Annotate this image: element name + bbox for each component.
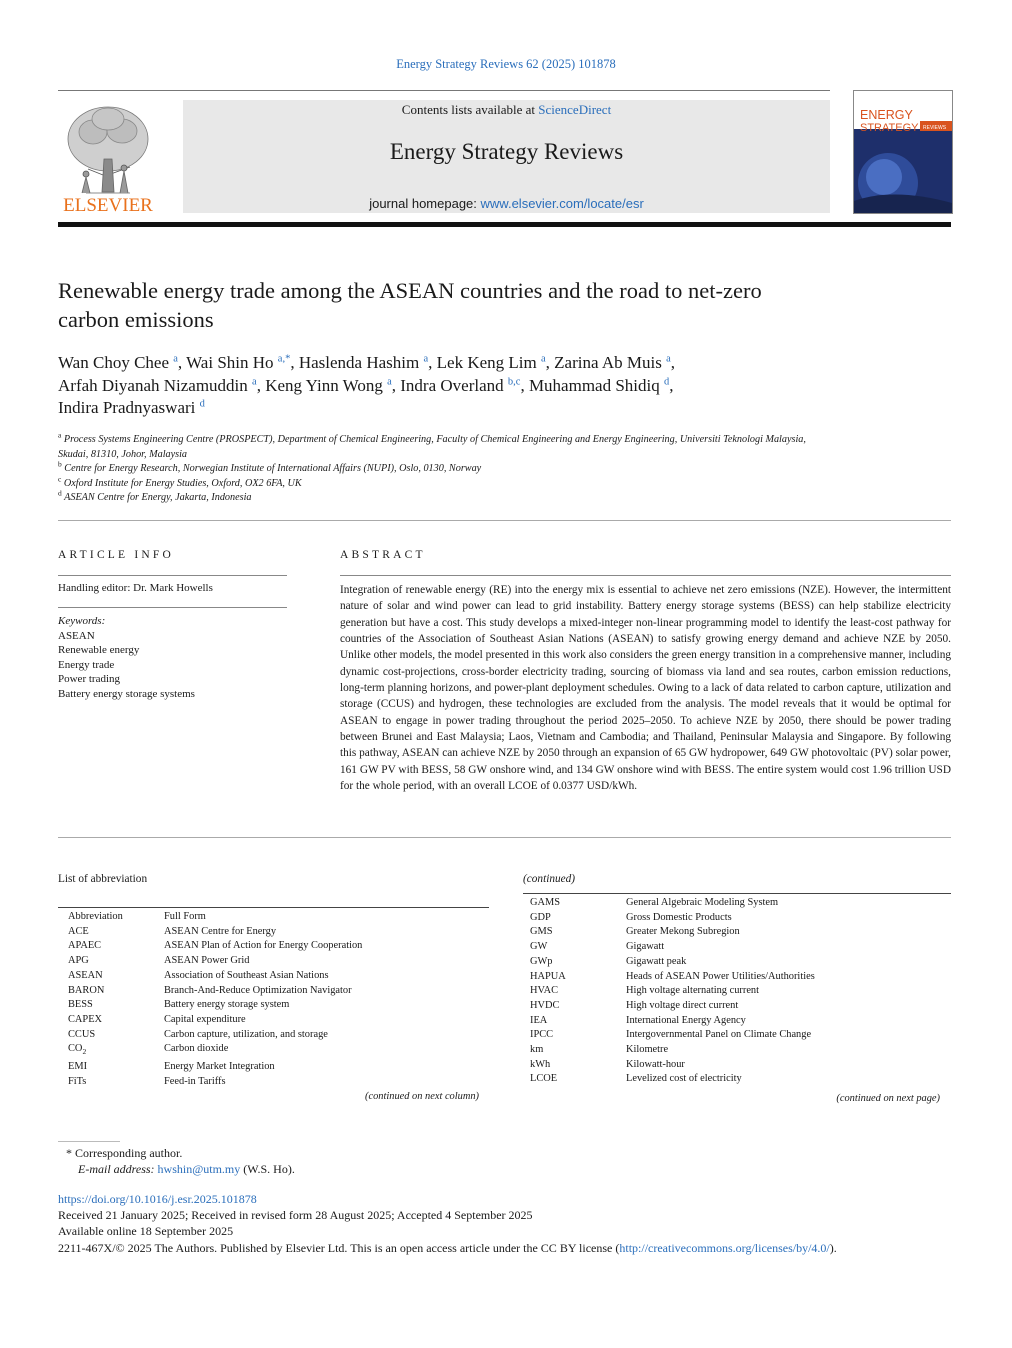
author-affiliation-mark[interactable]: d — [199, 398, 205, 410]
publisher-logo-text: ELSEVIER — [63, 195, 153, 215]
table-row — [68, 969, 362, 984]
keyword-item: Power trading — [58, 673, 121, 686]
abbreviation-cell: GMS — [530, 926, 553, 938]
available-online-date: Available online 18 September 2025 — [58, 1224, 234, 1238]
doi-link[interactable]: https://doi.org/10.1016/j.esr.2025.101878 — [58, 1192, 257, 1206]
handling-editor: Handling editor: Dr. Mark Howells — [58, 582, 213, 594]
table-row — [68, 984, 362, 999]
column-header-full-form: Full Form — [164, 911, 206, 922]
author-separator: , — [428, 353, 437, 372]
abstract-text: Integration of renewable energy (RE) into the energy mix is essential to achieve net zero emissions (NZE). However, the intermittent nature of solar and wind power can lead to grid instability. Battery energy storage systems (BESS) can help stabilize electricity generation but have a cost. This study develops a mixed-integer non-linear programming model to identify the least-cost pathway for countries of the Association of Southeast Asian Nations (ASEAN) to satisfy growing energy demand and achieve NZE by 2050. Unlike other models, the model presented in this work also considers the green energy transition in a comprehensive manner, including dynamic cost-projections, cross-border electricity trading, sourcing of biomass via land and sea routes, carbon emission reductions, long-term planning horizons, and power-plant deployment schedules. Owing to a lack of data related to carbon capture, utilization and storage (CCUS) and hydrogen, these technologies are excluded from the analysis. The model reveals that it would be optimal for ASEAN to engage in power trading throughout the period 2025–2050. To achieve NZE by 2050, there should be power trading between Brunei and East Malaysia; Laos, Vietnam and Cambodia; and Thailand, Peninsular Malaysia and Singapore. By following this pathway, ASEAN can achieve NZE by 2050 through an expansion of 65 GW hydropower, 649 GW photovoltaic (PV) solar power, 161 GW PV with BESS, 58 GW onshore wind, and 134 GW onshore wind with BESS. The entire system would cost 1.96 trillion USD for the whole period, with an overall LCOE of 0.0377 USD/kWh. — [340, 584, 951, 793]
author-name[interactable]: Keng Yinn Wong — [265, 375, 383, 395]
elsevier-logo — [58, 97, 158, 215]
table-row — [68, 1013, 362, 1028]
full-form-cell: Greater Mekong Subregion — [626, 926, 740, 938]
header-divider — [58, 90, 830, 91]
abbreviation-table-caption: List of abbreviation — [58, 873, 148, 885]
author-affiliation-mark[interactable]: a — [666, 353, 671, 365]
email-link[interactable]: hwshin@utm.my — [157, 1162, 241, 1176]
license-prefix: 2211-467X/© 2025 The Authors. Published by Elsevier Ltd. This is an open access article under the CC BY license ( — [58, 1241, 620, 1255]
contents-line — [183, 102, 830, 118]
abbreviation-table-right — [530, 896, 815, 1087]
affiliation-item — [58, 488, 938, 506]
author-name[interactable]: Wan Choy Chee — [58, 353, 169, 372]
table-row — [68, 954, 362, 969]
abbreviation-cell: GAMS — [530, 897, 561, 908]
abstract-divider — [58, 837, 951, 838]
elsevier-tree-icon — [58, 97, 158, 215]
affiliation-mark: c — [58, 474, 62, 484]
affiliation-mark: a — [58, 430, 62, 440]
full-form-cell: Feed-in Tariffs — [164, 1075, 226, 1087]
abbreviation-cell: APG — [68, 955, 89, 967]
abbreviation-cell: km — [530, 1044, 544, 1056]
abbreviation-table-left — [68, 910, 362, 1090]
table-row — [530, 925, 815, 940]
abbreviation-cell: LCOE — [530, 1073, 558, 1085]
affiliation-item — [58, 459, 938, 477]
author-separator: , — [391, 375, 401, 395]
full-form-cell: Intergovernmental Panel on Climate Change — [626, 1029, 812, 1041]
abbreviation-cell: GDP — [530, 911, 551, 923]
table-row — [68, 1028, 362, 1043]
homepage-link[interactable]: www.elsevier.com/locate/esr — [480, 196, 644, 211]
table-row — [530, 955, 815, 970]
abbreviation-cell: FiTs — [68, 1075, 87, 1087]
full-form-cell: Heads of ASEAN Power Utilities/Authorities — [626, 970, 815, 982]
full-form-cell: General Algebraic Modeling System — [626, 897, 779, 908]
table-row — [530, 970, 815, 985]
abbreviation-cell: IEA — [530, 1014, 548, 1026]
keyword-item: ASEAN — [58, 629, 95, 642]
abbreviation-cell: HVDC — [530, 999, 560, 1011]
journal-name: Energy Strategy Reviews — [389, 139, 624, 164]
email-suffix: (W.S. Ho). — [240, 1162, 295, 1176]
column-header-abbreviation: Abbreviation — [68, 911, 123, 922]
full-form-cell: ASEAN Centre for Energy — [164, 925, 277, 937]
abstract-rule — [340, 575, 951, 576]
header-heavy-rule — [58, 222, 951, 227]
author-name[interactable]: Zarina Ab Muis — [554, 353, 662, 372]
affiliation-text: ASEAN Centre for Energy, Jakarta, Indonesia — [64, 492, 252, 503]
full-form-cell: High voltage direct current — [626, 999, 739, 1011]
homepage-line — [183, 196, 830, 211]
affiliation-item — [58, 474, 938, 492]
table-row — [68, 1075, 362, 1090]
abbreviation-cell: GWp — [530, 955, 553, 967]
full-form-cell: Battery energy storage system — [164, 999, 290, 1011]
full-form-cell: ASEAN Plan of Action for Energy Cooperation — [164, 940, 363, 952]
author-name[interactable]: Indra Overland — [400, 375, 504, 395]
author-name[interactable]: Arfah Diyanah Nizamuddin — [58, 375, 248, 395]
received-dates: Received 21 January 2025; Received in revised form 28 August 2025; Accepted 4 September 2025 — [58, 1208, 533, 1222]
full-form-cell: High voltage alternating current — [626, 985, 760, 997]
table-row — [530, 911, 815, 926]
author-separator: , — [669, 375, 674, 395]
affiliation-text: Centre for Energy Research, Norwegian Institute of International Affairs (NUPI), Oslo, 0130, Norway — [64, 463, 482, 474]
author-affiliation-mark[interactable]: a — [173, 353, 178, 365]
author-affiliation-mark[interactable]: a — [252, 375, 257, 387]
table-row — [68, 925, 362, 940]
table-row — [530, 1043, 815, 1058]
corresponding-author-note: * Corresponding author. — [66, 1146, 183, 1160]
table-row — [68, 1042, 362, 1060]
cover-title-line1: ENERGY — [860, 108, 913, 122]
abbreviation-cell: HAPUA — [530, 970, 566, 982]
table-row — [68, 939, 362, 954]
full-form-cell: Carbon capture, utilization, and storage — [164, 1028, 328, 1040]
author-separator: , — [545, 353, 555, 372]
table-row — [530, 896, 815, 911]
affiliation-text: Process Systems Engineering Centre (PROSPECT), Department of Chemical Engineering, Faculty of Chemical Engineering and Energy Engineering, Universiti Teknologi Malaysia, Skudai, 81310, Johor, Malaysia — [58, 434, 806, 460]
table-row — [530, 1014, 815, 1029]
license-suffix: ). — [829, 1241, 837, 1255]
full-form-cell: Gross Domestic Products — [626, 911, 732, 923]
table-row — [530, 999, 815, 1014]
author-name[interactable]: Lek Keng Lim — [436, 353, 537, 372]
journal-reference-link[interactable]: Energy Strategy Reviews 62 (2025) 101878 — [396, 57, 616, 71]
abstract-heading: ABSTRACT — [340, 549, 426, 561]
abbreviation-cell: IPCC — [530, 1029, 554, 1041]
affiliation-divider — [58, 520, 951, 521]
table-header-row — [68, 910, 362, 925]
table-row — [530, 1072, 815, 1087]
cover-image — [854, 91, 952, 213]
full-form-cell: Association of Southeast Asian Nations — [164, 969, 329, 981]
table-row — [68, 998, 362, 1013]
abbreviation-cell: CCUS — [68, 1028, 96, 1040]
keyword-item: Energy trade — [58, 658, 115, 671]
article-info-rule — [58, 575, 287, 576]
full-form-cell: Kilometre — [626, 1044, 669, 1056]
abbreviation-cell: APAEC — [68, 940, 102, 952]
affiliation-item — [58, 430, 828, 462]
homepage-prefix: journal homepage: — [369, 196, 481, 211]
license-note — [58, 1241, 837, 1256]
continued-table-rule — [523, 893, 951, 894]
abbreviation-cell: EMI — [68, 1061, 88, 1073]
article-title: Renewable energy trade among the ASEAN countries and the road to net-zero carbon emissions — [58, 278, 762, 332]
footnote-rule — [58, 1141, 120, 1142]
author-name[interactable]: Indira Pradnyaswari — [58, 398, 196, 417]
abbreviation-cell: $CO_2$ — [68, 1043, 87, 1057]
keyword-item: Battery energy storage systems — [58, 687, 195, 700]
full-form-cell: Levelized cost of electricity — [626, 1073, 742, 1085]
abbreviation-cell: ACE — [68, 925, 89, 937]
email-note — [78, 1162, 295, 1177]
affiliation-mark: b — [58, 459, 62, 469]
full-form-cell: Energy Market Integration — [164, 1061, 275, 1073]
full-form-cell: Branch-And-Reduce Optimization Navigator — [164, 984, 352, 996]
full-form-cell: ASEAN Power Grid — [164, 955, 250, 967]
full-form-cell: Carbon dioxide — [164, 1043, 229, 1055]
author-separator: , — [670, 353, 675, 372]
article-info-heading: ARTICLE INFO — [58, 549, 174, 561]
table-row — [530, 1028, 815, 1043]
full-form-cell: Capital expenditure — [164, 1013, 246, 1025]
sciencedirect-link[interactable]: ScienceDirect — [538, 102, 612, 117]
author-affiliation-mark[interactable]: d — [664, 375, 670, 387]
author-affiliation-mark[interactable]: a — [423, 353, 429, 365]
author-name[interactable]: Wai Shin Ho — [186, 353, 274, 372]
affiliation-list — [58, 430, 938, 506]
full-form-cell: Kilowatt-hour — [626, 1058, 685, 1070]
author-name[interactable]: Haslenda Hashim — [298, 353, 420, 372]
author-affiliation-mark[interactable]: a,* — [277, 353, 291, 365]
keywords-block — [58, 614, 195, 702]
continued-table-caption: (continued) — [523, 873, 576, 885]
continued-note-right: (continued on next page) — [836, 1093, 940, 1104]
cover-title-line2: STRATEGY — [860, 122, 919, 134]
article-info-rule-2 — [58, 607, 287, 608]
full-form-cell: International Energy Agency — [626, 1014, 746, 1026]
table-row — [530, 1058, 815, 1073]
keyword-item: Renewable energy — [58, 644, 140, 657]
author-affiliation-mark[interactable]: b,c — [507, 375, 521, 387]
author-separator: , — [177, 353, 187, 372]
table-row — [530, 940, 815, 955]
contents-prefix: Contents lists available at — [401, 102, 539, 117]
abbreviation-cell: BESS — [68, 999, 93, 1011]
affiliation-mark: d — [58, 488, 62, 498]
abbreviation-cell: kWh — [530, 1058, 551, 1070]
author-affiliation-mark[interactable]: a — [541, 353, 546, 365]
abbreviation-cell: HVAC — [530, 985, 559, 997]
author-separator: , — [290, 353, 299, 372]
table-row — [530, 984, 815, 999]
abbreviation-cell: ASEAN — [68, 969, 103, 981]
author-list — [58, 352, 938, 420]
full-form-cell: Gigawatt peak — [626, 955, 687, 967]
author-separator: , — [256, 375, 266, 395]
abbreviation-cell: CAPEX — [68, 1013, 103, 1025]
table-row — [68, 1060, 362, 1075]
abbreviation-cell: GW — [530, 941, 548, 953]
cover-subtitle: REVIEWS — [923, 125, 947, 131]
abbreviation-table-rule — [58, 907, 489, 908]
full-form-cell: Gigawatt — [626, 941, 665, 953]
license-link[interactable]: http://creativecommons.org/licenses/by/4.0/ — [619, 1241, 830, 1255]
author-affiliation-mark[interactable]: a — [387, 375, 392, 387]
keywords-label: Keywords: — [58, 615, 106, 627]
abbreviation-cell: BARON — [68, 984, 105, 996]
continued-note-left: (continued on next column) — [365, 1091, 479, 1102]
email-label: E-mail address: — [78, 1162, 155, 1176]
affiliation-text: Oxford Institute for Energy Studies, Oxford, OX2 6FA, UK — [63, 477, 302, 489]
journal-cover-thumbnail[interactable] — [853, 90, 953, 214]
author-name[interactable]: Muhammad Shidiq — [528, 375, 660, 395]
author-separator: , — [520, 375, 529, 395]
